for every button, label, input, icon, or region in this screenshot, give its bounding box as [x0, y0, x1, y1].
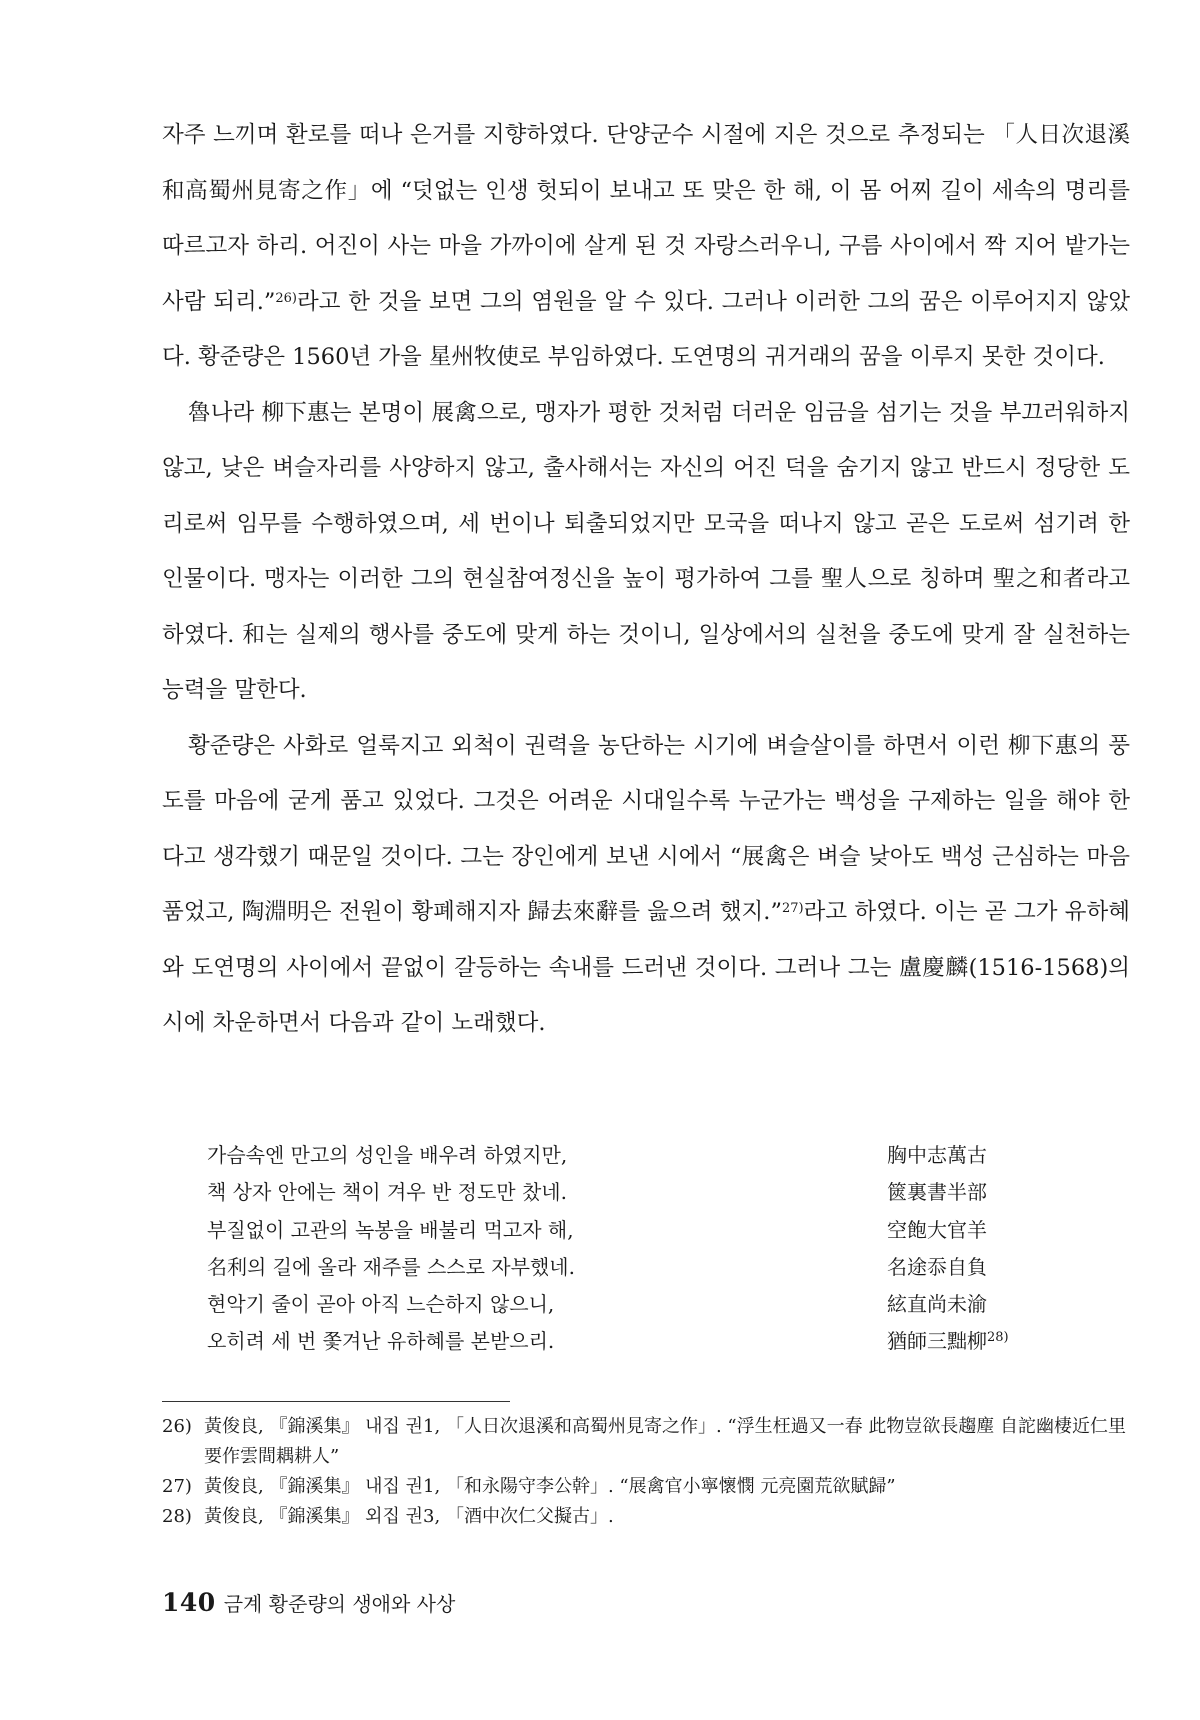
poem-line-hanja: 猶師三黜柳 — [887, 1329, 987, 1354]
poem-line-korean: 名利의 길에 올라 재주를 스스로 자부했네. — [207, 1254, 575, 1279]
footnote-number: 27) — [162, 1476, 192, 1497]
poem-line — [207, 1212, 1127, 1249]
footnote-ref-27[interactable]: 27) — [781, 901, 804, 916]
footnote-citation: 黃俊良, 『錦溪集』 내집 권1, 「和永陽守李公幹」. — [204, 1476, 614, 1497]
footnote-text — [204, 1502, 1130, 1532]
poem-line — [207, 1323, 1127, 1360]
poem-line — [207, 1249, 1127, 1286]
paragraph-3 — [162, 719, 1130, 1052]
poem-line — [207, 1174, 1127, 1211]
footnote-ref-28[interactable]: 28) — [987, 1330, 1009, 1346]
footnote-number: 28) — [162, 1506, 192, 1527]
poem-line-hanja: 空飽大官羊 — [887, 1217, 987, 1242]
footnote-28 — [162, 1502, 1130, 1532]
paragraph-3-text-b: 라고 하였다. 이는 곧 그가 유하혜와 도연명의 사이에서 끝없이 갈등하는 속내를 드러낸 것이다. 그러나 그는 盧慶麟(1516-1568)의 시에 차운하면서 다음과 같이 노래했다. — [162, 899, 1131, 1036]
paragraph-1 — [162, 108, 1130, 386]
footnote-quote: “浮生枉過又一春 此物豈欲長趨塵 自詑幽棲近仁里 要作雲間耦耕人” — [204, 1416, 1127, 1467]
paragraph-1-text-b: 라고 한 것을 보면 그의 염원을 알 수 있다. 그러나 이러한 그의 꿈은 이루어지지 않았다. 황준량은 1560년 가을 星州牧使로 부임하였다. 도연명의 귀거래의 꿈을 이루지 못한 것이다. — [162, 288, 1130, 370]
paragraph-1-text-a: 자주 느끼며 환로를 떠나 은거를 지향하였다. 단양군수 시절에 지은 것으로 추정되는 「人日次退溪和高蜀州見寄之作」에 “덧없는 인생 헛되이 보내고 또 맞은 한 해, 이 몸 어찌 길이 세속의 명리를 따르고자 하리. 어진이 사는 마을 가까이에 살게 된 것 자랑스러우니, 구름 사이에서 짝 지어 밭가는 사람 되리.” — [162, 122, 1130, 315]
running-title: 금계 황준량의 생애와 사상 — [223, 1592, 456, 1616]
page-footer — [162, 1588, 455, 1619]
poem-line-korean: 가슴속엔 만고의 성인을 배우려 하였지만, — [207, 1143, 568, 1167]
poem-line-hanja: 篋裏書半部 — [887, 1180, 987, 1205]
footnote-quote: “展禽官小寧懷憫 元亮園荒欲賦歸” — [619, 1476, 896, 1497]
poem-line-hanja: 絃直尚未渝 — [887, 1292, 987, 1317]
footnote-27 — [162, 1472, 1130, 1502]
poem-line — [207, 1286, 1127, 1323]
page-number: 140 — [162, 1588, 216, 1617]
footnote-divider — [162, 1401, 510, 1402]
footnote-citation: 黃俊良, 『錦溪集』 내집 권1, 「人日次退溪和高蜀州見寄之作」. — [204, 1416, 722, 1437]
body-text — [162, 108, 1130, 1052]
footnote-text — [204, 1412, 1130, 1472]
poem-line-korean: 현악기 줄이 곧아 아직 느슨하지 않으니, — [207, 1292, 555, 1317]
poem-line — [207, 1137, 1127, 1174]
poem-line-hanja: 胸中志萬古 — [887, 1143, 987, 1167]
paragraph-3-text-a: 황준량은 사화로 얼룩지고 외척이 권력을 농단하는 시기에 벼슬살이를 하면서 이런 柳下惠의 풍도를 마음에 굳게 품고 있었다. 그것은 어려운 시대일수록 누군가는 백성을 구제하는 일을 해야 한다고 생각했기 때문일 것이다. 그는 장인에게 보낸 시에서 “展禽은 벼슬 낮아도 백성 근심하는 마음 품었고, 陶淵明은 전원이 황폐해지자 歸去來辭를 읊으려 했지.” — [162, 732, 1130, 925]
footnote-26 — [162, 1412, 1130, 1472]
footnote-citation: 黃俊良, 『錦溪集』 외집 권3, 「酒中次仁父擬古」. — [204, 1506, 614, 1527]
paragraph-2: 魯나라 柳下惠는 본명이 展禽으로, 맹자가 평한 것처럼 더러운 임금을 섬기는 것을 부끄러워하지 않고, 낮은 벼슬자리를 사양하지 않고, 출사해서는 자신의 어진 덕을 숨기지 않고 반드시 정당한 도리로써 임무를 수행하였으며, 세 번이나 퇴출되었지만 모국을 떠나지 않고 곧은 도로써 섬기려 한 인물이다. 맹자는 이러한 그의 현실참여정신을 높이 평가하여 그를 聖人으로 칭하며 聖之和者라고 하였다. 和는 실제의 행사를 중도에 맞게 하는 것이니, 일상에서의 실천을 중도에 맞게 잘 실천하는 능력을 말한다. — [162, 399, 1130, 703]
footnote-ref-26[interactable]: 26) — [275, 290, 297, 306]
poem-block — [207, 1137, 1127, 1361]
poem-line-hanja-with-footnote — [887, 1323, 1127, 1360]
poem-line-korean: 오히려 세 번 쫓겨난 유하혜를 본받으리. — [207, 1329, 555, 1354]
footnotes — [162, 1412, 1130, 1532]
poem-line-korean: 부질없이 고관의 녹봉을 배불리 먹고자 해, — [207, 1217, 574, 1242]
poem-line-korean: 책 상자 안에는 책이 겨우 반 정도만 찼네. — [207, 1180, 567, 1205]
footnote-text — [204, 1472, 1130, 1502]
footnote-number: 26) — [162, 1416, 192, 1437]
poem-line-hanja: 名途忝自負 — [887, 1254, 987, 1279]
